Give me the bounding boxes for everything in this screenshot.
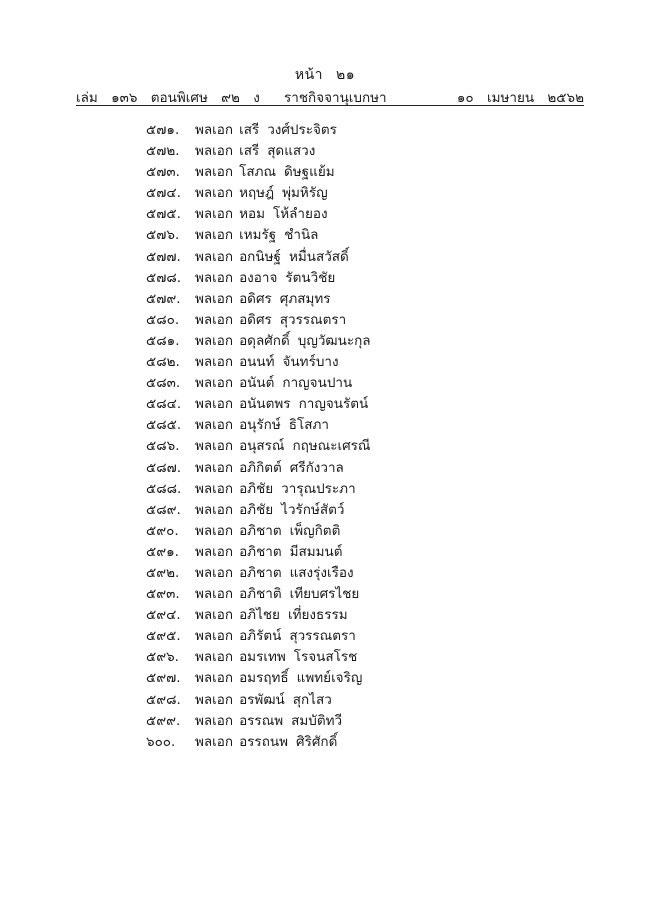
- entry-number: ๕๗๙.: [146, 290, 181, 307]
- entry-last-name: ศุภสมุทร: [279, 290, 331, 307]
- section-label: ตอนพิเศษ: [150, 90, 208, 106]
- entry-first-name: อดิศร: [239, 290, 272, 307]
- entry-last-name: กาญจนรัตน์: [298, 396, 369, 413]
- list-item: [146, 436, 371, 457]
- entry-rank: พลเอก: [195, 628, 234, 645]
- page-label: หน้า: [294, 67, 324, 83]
- entry-rank: พลเอก: [195, 396, 234, 413]
- entry-number: ๕๗๖.: [146, 227, 180, 244]
- entry-number: ๕๘๒.: [146, 354, 180, 371]
- entry-number: ๕๙๕.: [146, 628, 181, 645]
- list-item: [146, 521, 371, 542]
- section-number: ๙๒: [221, 90, 240, 106]
- entry-first-name: อนนท์: [239, 354, 275, 371]
- entry-rank: พลเอก: [195, 354, 234, 371]
- entry-rank: พลเอก: [195, 438, 234, 455]
- entry-first-name: อรรถนพ: [239, 733, 288, 750]
- entry-number: ๕๘๐.: [146, 311, 180, 328]
- entry-rank: พลเอก: [195, 206, 234, 223]
- entry-last-name: สุวรรณตรา: [279, 311, 347, 328]
- entry-last-name: ดิษฐแย้ม: [284, 164, 335, 181]
- list-item: [146, 542, 371, 563]
- entry-rank: พลเอก: [195, 543, 234, 560]
- entry-first-name: อกนิษฐ์: [239, 248, 281, 265]
- entry-first-name: อภิชัย: [239, 501, 274, 518]
- entry-number: ๕๙๖.: [146, 649, 179, 666]
- entry-last-name: ศิริศักดิ์: [296, 733, 338, 750]
- section-letter: ง: [253, 90, 260, 106]
- entry-number: ๕๙๘.: [146, 691, 181, 708]
- entry-number: ๕๘๗.: [146, 459, 182, 476]
- entry-rank: พลเอก: [195, 480, 234, 497]
- list-item: [146, 605, 371, 626]
- entry-number: ๕๗๔.: [146, 185, 181, 202]
- entry-rank: พลเอก: [195, 649, 234, 666]
- entry-number: ๕๘๖.: [146, 438, 180, 455]
- entry-rank: พลเอก: [195, 311, 234, 328]
- entry-number: ๖๐๐.: [146, 733, 176, 750]
- entry-last-name: กฤษณะเศรณี: [292, 438, 371, 455]
- entry-rank: พลเอก: [195, 332, 234, 349]
- entry-last-name: ธิโสภา: [288, 417, 329, 434]
- entry-rank: พลเอก: [195, 501, 234, 518]
- entry-last-name: กาญจนปาน: [282, 375, 353, 392]
- entry-number: ๕๘๕.: [146, 417, 182, 434]
- gazette-header: [76, 86, 584, 104]
- entry-first-name: อนุรักษ์: [239, 417, 281, 434]
- entry-first-name: อภิรัตน์: [239, 628, 282, 645]
- entry-number: ๕๘๓.: [146, 375, 181, 392]
- entry-number: ๕๙๑.: [146, 543, 179, 560]
- entry-number: ๕๙๙.: [146, 712, 181, 729]
- entry-first-name: อภิชาติ: [239, 586, 282, 603]
- entry-first-name: อรพัฒน์: [239, 691, 285, 708]
- list-item: [146, 247, 371, 268]
- entry-first-name: อนันต์: [239, 375, 275, 392]
- entry-last-name: ศรีกังวาล: [289, 459, 344, 476]
- entry-number: ๕๗๘.: [146, 269, 182, 286]
- list-item: [146, 500, 371, 521]
- list-item: [146, 563, 371, 584]
- entry-rank: พลเอก: [195, 586, 234, 603]
- entry-first-name: อภิชาต: [239, 543, 282, 560]
- entry-last-name: พุ่มหิรัญ: [282, 185, 328, 202]
- entry-first-name: อภิชัย: [239, 480, 274, 497]
- date-year: ๒๕๖๒: [547, 90, 584, 106]
- list-item: [146, 711, 371, 732]
- entry-rank: พลเอก: [195, 459, 234, 476]
- entry-first-name: โสภณ: [239, 164, 276, 181]
- page-number-value: ๒๑: [336, 67, 356, 83]
- list-item: [146, 162, 371, 183]
- entry-first-name: อภิชาต: [239, 522, 282, 539]
- header-divider: [76, 105, 584, 106]
- entry-rank: พลเอก: [195, 290, 234, 307]
- entry-first-name: หอม: [239, 206, 265, 223]
- entry-last-name: สุกไสว: [292, 691, 332, 708]
- entry-number: ๕๗๕.: [146, 206, 181, 223]
- entry-last-name: หมื่นสวัสดิ์: [288, 248, 349, 265]
- list-item: [146, 690, 371, 711]
- entry-rank: พลเอก: [195, 269, 234, 286]
- entry-last-name: โห้ลำยอง: [272, 206, 328, 223]
- entry-rank: พลเอก: [195, 248, 234, 265]
- list-item: [146, 310, 371, 331]
- entry-rank: พลเอก: [195, 670, 234, 687]
- entry-rank: พลเอก: [195, 691, 234, 708]
- list-item: [146, 141, 371, 162]
- list-item: [146, 647, 371, 668]
- entry-last-name: บุญวัฒนะกุล: [297, 332, 371, 349]
- entry-rank: พลเอก: [195, 143, 234, 160]
- entry-rank: พลเอก: [195, 712, 234, 729]
- list-item: [146, 394, 371, 415]
- entry-first-name: อนันตพร: [239, 396, 291, 413]
- entry-rank: พลเอก: [195, 564, 234, 581]
- entry-last-name: แสงรุ่งเรือง: [289, 564, 354, 581]
- entry-last-name: แพทย์เจริญ: [296, 670, 363, 687]
- entry-rank: พลเอก: [195, 417, 234, 434]
- list-item: [146, 668, 371, 689]
- entry-first-name: อภิกิตต์: [239, 459, 282, 476]
- entry-number: ๕๘๑.: [146, 332, 180, 349]
- list-item: [146, 373, 371, 394]
- entry-number: ๕๗๒.: [146, 143, 180, 160]
- entry-first-name: เสรี: [239, 143, 260, 160]
- entry-last-name: วงศ์ประจิตร: [267, 122, 337, 138]
- entry-last-name: เทียบศรไชย: [289, 586, 360, 603]
- entry-rank: พลเอก: [195, 185, 234, 202]
- list-item: [146, 225, 371, 246]
- entry-number: ๕๘๙.: [146, 501, 181, 518]
- entry-number: ๕๗๗.: [146, 248, 181, 265]
- list-item: [146, 732, 371, 753]
- name-list: [146, 120, 371, 753]
- list-item: [146, 479, 371, 500]
- entry-rank: พลเอก: [195, 164, 234, 181]
- entry-last-name: ชำนิล: [284, 227, 319, 244]
- date-month: เมษายน: [486, 90, 535, 106]
- page-number: [0, 64, 650, 86]
- list-item: [146, 183, 371, 204]
- entry-number: ๕๙๗.: [146, 670, 181, 687]
- entry-last-name: สุดแสวง: [267, 143, 316, 160]
- entry-first-name: อมรเทพ: [239, 649, 286, 666]
- entry-first-name: อดิศร: [239, 311, 272, 328]
- list-item: [146, 584, 371, 605]
- list-item: [146, 415, 371, 436]
- entry-first-name: เหมรัฐ: [239, 227, 277, 244]
- entry-last-name: ไวรักษ์สัตว์: [281, 501, 345, 518]
- list-item: [146, 352, 371, 373]
- entry-number: ๕๙๔.: [146, 607, 181, 624]
- list-item: [146, 289, 371, 310]
- entry-last-name: สมบัติทวี: [291, 712, 343, 729]
- entry-number: ๕๙๒.: [146, 564, 180, 581]
- entry-number: ๕๙๓.: [146, 586, 180, 603]
- entry-first-name: อภิไชย: [239, 607, 280, 624]
- entry-last-name: รัตนวิชัย: [285, 269, 336, 286]
- list-item: [146, 204, 371, 225]
- list-item: [146, 268, 371, 289]
- entry-number: ๕๗๓.: [146, 164, 180, 181]
- entry-number: ๕๘๘.: [146, 480, 182, 497]
- publication-title: ราชกิจจานุเบกษา: [284, 90, 387, 106]
- entry-rank: พลเอก: [195, 733, 234, 750]
- entry-first-name: อดุลศักดิ์: [239, 332, 290, 349]
- entry-rank: พลเอก: [195, 522, 234, 539]
- entry-first-name: อนุสรณ์: [239, 438, 285, 455]
- entry-rank: พลเอก: [195, 227, 234, 244]
- entry-first-name: หฤษฎ์: [239, 185, 275, 202]
- volume-number: ๑๓๖: [111, 90, 138, 106]
- entry-number: ๕๘๔.: [146, 396, 182, 413]
- list-item: [146, 120, 371, 141]
- entry-first-name: เสรี: [239, 122, 260, 138]
- entry-last-name: เที่ยงธรรม: [287, 607, 348, 624]
- volume-label: เล่ม: [76, 90, 98, 106]
- entry-last-name: วารุณประภา: [281, 480, 356, 497]
- entry-rank: พลเอก: [195, 122, 234, 138]
- list-item: [146, 331, 371, 352]
- entry-number: ๕๗๑.: [146, 122, 180, 138]
- entry-first-name: อมรฤทธิ์: [239, 670, 289, 687]
- date-day: ๑๐: [456, 90, 474, 106]
- list-item: [146, 626, 371, 647]
- entry-last-name: เพ็ญกิตติ: [289, 522, 341, 539]
- entry-first-name: อรรณพ: [239, 712, 284, 729]
- list-item: [146, 458, 371, 479]
- entry-first-name: อภิชาต: [239, 564, 282, 581]
- entry-last-name: มีสมมนต์: [289, 543, 343, 560]
- entry-last-name: จันทร์บาง: [282, 354, 339, 371]
- entry-first-name: องอาจ: [239, 269, 278, 286]
- entry-last-name: โรจนสโรช: [293, 649, 358, 666]
- entry-rank: พลเอก: [195, 607, 234, 624]
- entry-rank: พลเอก: [195, 375, 234, 392]
- entry-last-name: สุวรรณตรา: [289, 628, 356, 645]
- entry-number: ๕๙๐.: [146, 522, 179, 539]
